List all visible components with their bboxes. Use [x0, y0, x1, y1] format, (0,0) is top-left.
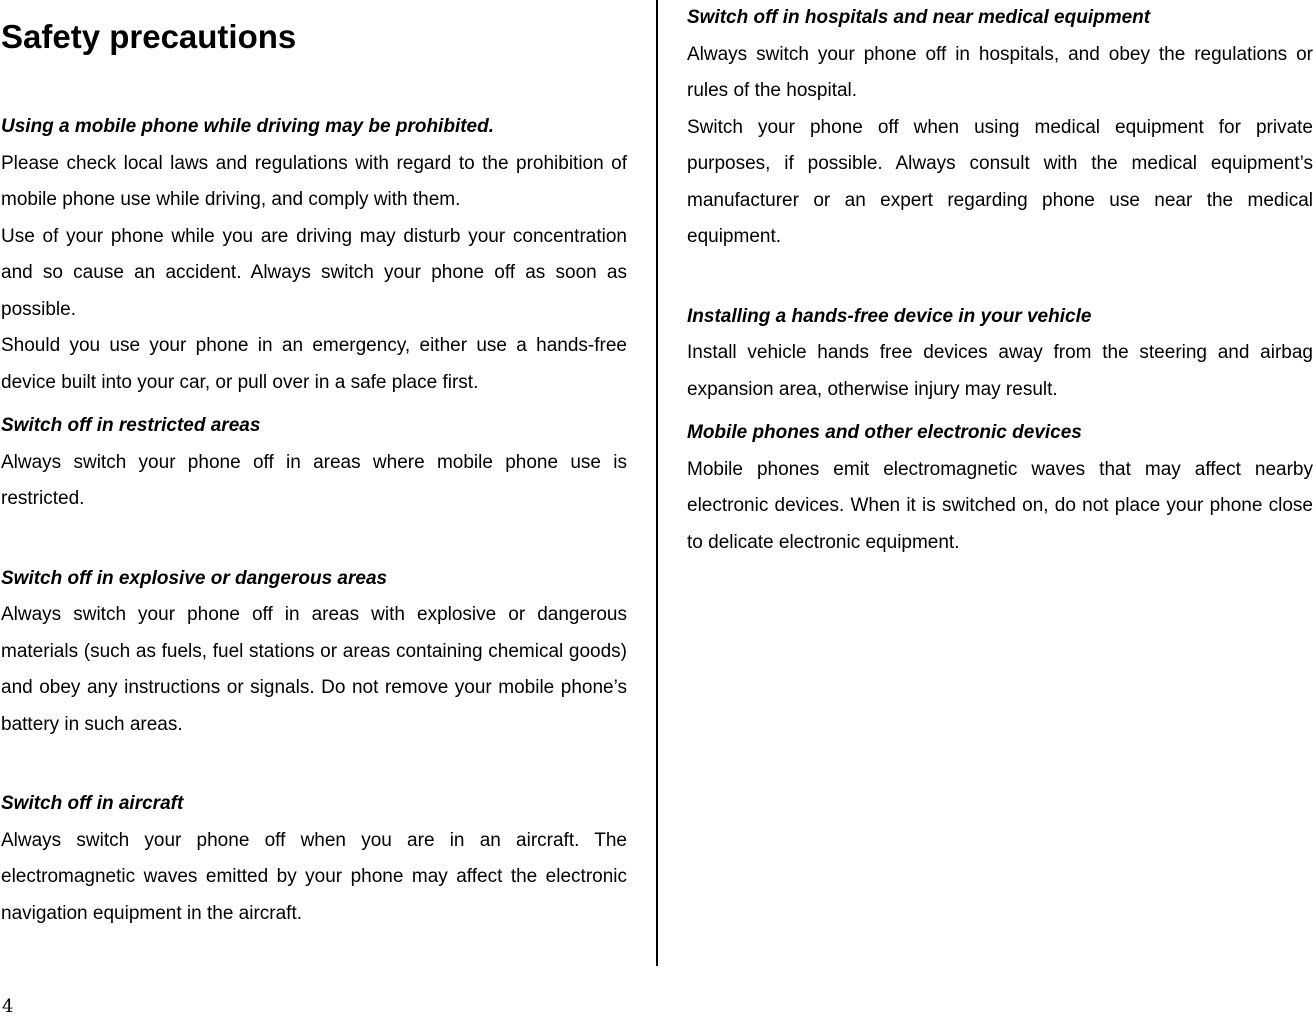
section-restricted	[1, 408, 627, 518]
column-divider	[656, 0, 658, 966]
right-column	[687, 0, 1313, 561]
page-title: Safety precautions	[1, 18, 297, 55]
section-explosive	[1, 561, 627, 744]
left-column	[1, 0, 627, 932]
aircraft-paragraph-1: Always switch your phone off when you are in an aircraft. The electromagnetic waves emitted by your phone may affect the electronic navigation equipment in the aircraft.	[1, 829, 627, 924]
driving-paragraph-1: Please check local laws and regulations with regard to the prohibition of mobile phone use while driving, and comply with them.	[1, 152, 627, 210]
hospitals-paragraph-2: Switch your phone off when using medical equipment for private purposes, if possible. Always consult with the medical equipment’s manufacturer or an expert regarding phone use near the medical equipment.	[687, 116, 1313, 247]
section-handsfree	[687, 299, 1313, 409]
section-heading-aircraft: Switch off in aircraft	[1, 793, 184, 814]
section-heading-explosive: Switch off in explosive or dangerous areas	[1, 567, 388, 589]
section-heading-hospitals: Switch off in hospitals and near medical equipment	[687, 7, 1151, 28]
page-number: 4	[2, 996, 14, 1017]
section-heading-restricted: Switch off in restricted areas	[1, 415, 261, 436]
section-heading-electronic: Mobile phones and other electronic devices	[687, 422, 1082, 443]
driving-paragraph-3: Should you use your phone in an emergency, either use a hands-free device built into your car, or pull over in a safe place first.	[1, 335, 627, 393]
electronic-paragraph-1: Mobile phones emit electromagnetic waves that may affect nearby electronic devices. When it is switched on, do not place your phone close to delicate electronic equipment.	[687, 458, 1313, 553]
handsfree-paragraph-1: Install vehicle hands free devices away from the steering and airbag expansion area, otherwise injury may result.	[687, 342, 1313, 400]
hospitals-paragraph-1: Always switch your phone off in hospitals, and obey the regulations or rules of the hospital.	[687, 43, 1313, 101]
section-aircraft	[1, 786, 627, 932]
explosive-paragraph-1: Always switch your phone off in areas with explosive or dangerous materials (such as fuels, fuel stations or areas containing chemical goods) and obey any instructions or signals. Do not remove your mobile phone’s battery in such areas.	[1, 604, 627, 735]
section-driving	[1, 109, 627, 401]
section-hospitals	[687, 0, 1313, 256]
restricted-paragraph-1: Always switch your phone off in areas where mobile phone use is restricted.	[1, 451, 627, 509]
section-electronic	[687, 415, 1313, 561]
section-heading-driving: Using a mobile phone while driving may be prohibited.	[1, 116, 494, 137]
section-heading-handsfree: Installing a hands-free device in your vehicle	[687, 305, 1092, 327]
driving-paragraph-2: Use of your phone while you are driving may disturb your concentration and so cause an accident. Always switch your phone off as soon as possible.	[1, 225, 627, 320]
